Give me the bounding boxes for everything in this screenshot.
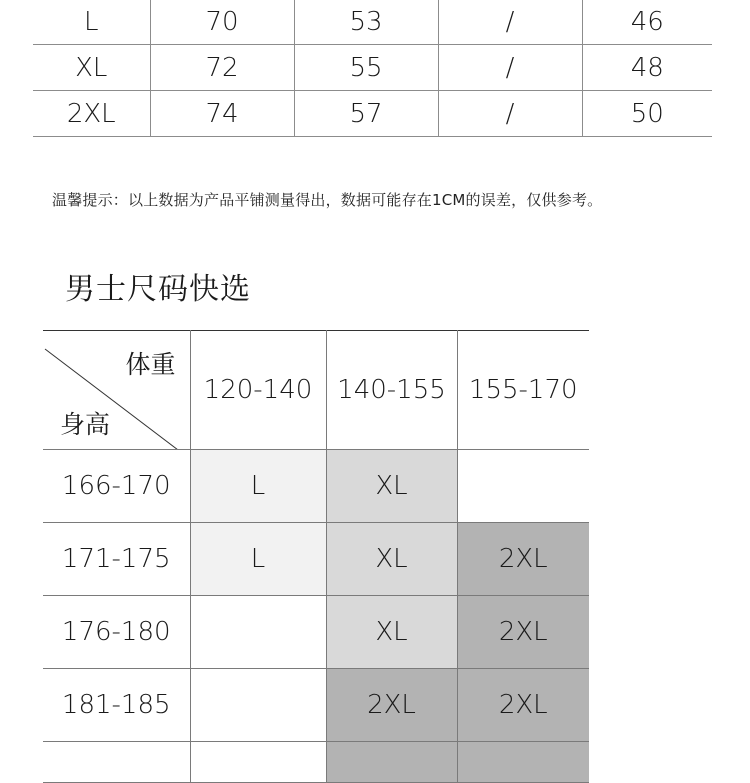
table-cell: 55	[294, 45, 438, 91]
size-cell	[457, 742, 589, 783]
size-cell: 2XL	[457, 596, 589, 669]
size-cell: 2XL	[457, 523, 589, 596]
table-cell: 50	[582, 91, 712, 137]
table-cell: 72	[150, 45, 294, 91]
size-cell: 2XL	[457, 669, 589, 742]
table-row	[43, 596, 589, 669]
height-range-label: 166-170	[43, 450, 190, 523]
height-axis-label: 身高	[60, 410, 111, 439]
table-row	[43, 669, 589, 742]
size-cell: XL	[326, 450, 457, 523]
table-cell: XL	[33, 45, 150, 91]
quick-size-title: 男士尺码快选	[65, 272, 251, 307]
table-cell: 46	[582, 0, 712, 45]
height-range-label: 176-180	[43, 596, 190, 669]
size-cell	[326, 742, 457, 783]
size-cell	[190, 596, 326, 669]
table-cell: 70	[150, 0, 294, 45]
quick-size-grid	[43, 330, 589, 783]
weight-range-header: 120-140	[190, 331, 326, 450]
height-range-label: 171-175	[43, 523, 190, 596]
table-cell: L	[33, 0, 150, 45]
height-range-label: 181-185	[43, 669, 190, 742]
table-row	[33, 45, 712, 91]
table-row	[43, 523, 589, 596]
size-cell: 2XL	[326, 669, 457, 742]
size-cell	[190, 742, 326, 783]
table-cell: 74	[150, 91, 294, 137]
size-cell: L	[190, 523, 326, 596]
size-cell: XL	[326, 596, 457, 669]
table-cell: 48	[582, 45, 712, 91]
table-cell: /	[438, 0, 582, 45]
table-cell: 53	[294, 0, 438, 45]
weight-axis-label: 体重	[125, 350, 176, 379]
height-range-label	[43, 742, 190, 783]
size-cell	[457, 450, 589, 523]
table-cell: 2XL	[33, 91, 150, 137]
size-cell: XL	[326, 523, 457, 596]
table-row	[33, 91, 712, 137]
header-row	[43, 331, 589, 450]
measurement-note: 温馨提示：以上数据为产品平铺测量得出，数据可能存在1CM的误差，仅供参考。	[52, 191, 603, 209]
size-table	[33, 0, 712, 137]
size-cell	[190, 669, 326, 742]
table-row	[43, 742, 589, 783]
table-row	[43, 450, 589, 523]
weight-range-header: 155-170	[457, 331, 589, 450]
corner-cell	[43, 331, 190, 450]
table-cell: /	[438, 45, 582, 91]
size-cell: L	[190, 450, 326, 523]
table-row	[33, 0, 712, 45]
table-cell: 57	[294, 91, 438, 137]
weight-range-header: 140-155	[326, 331, 457, 450]
table-cell: /	[438, 91, 582, 137]
